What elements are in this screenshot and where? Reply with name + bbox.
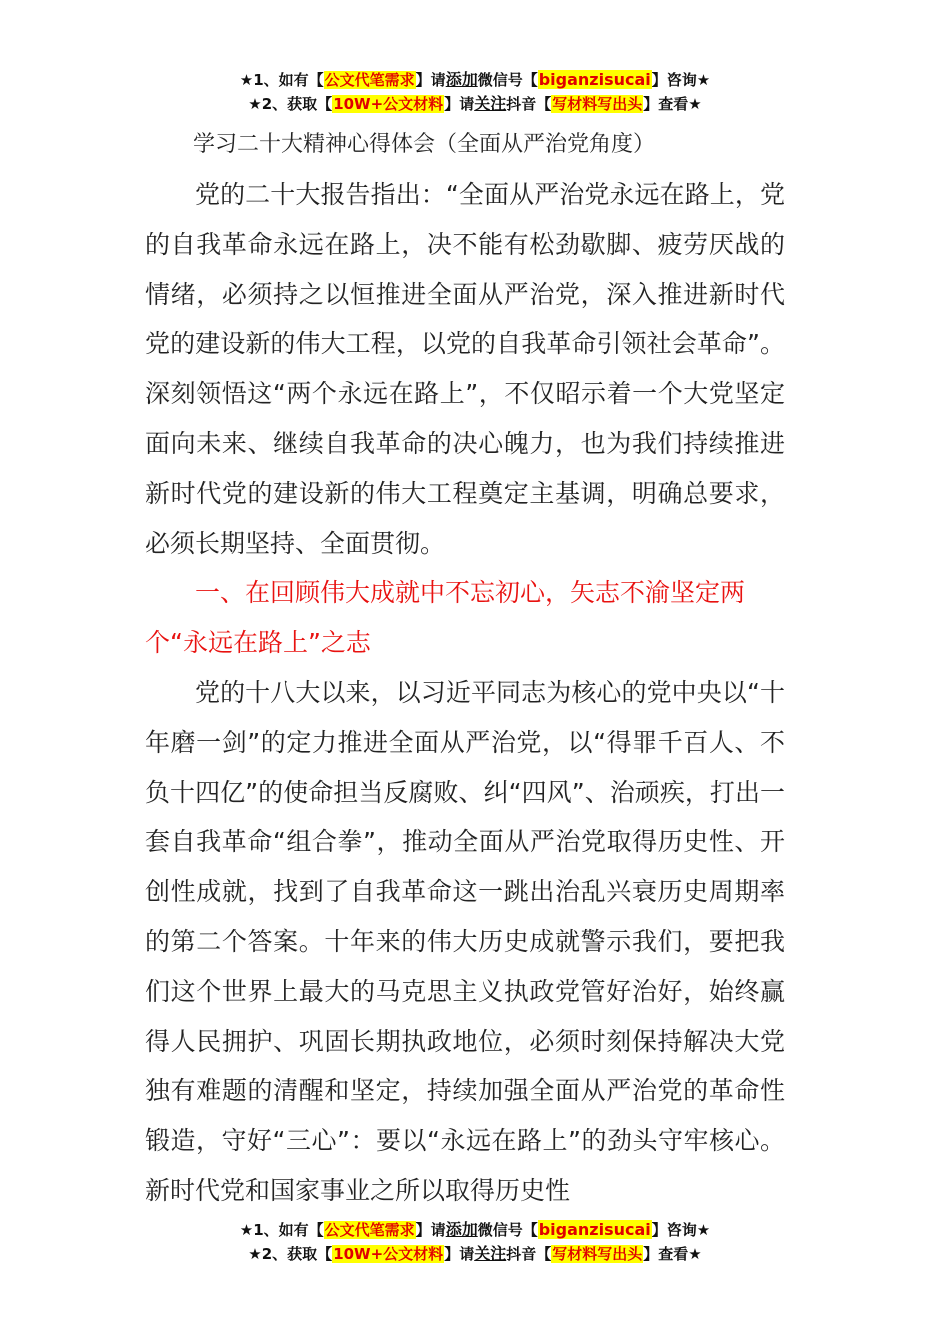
promo-banner-top [0, 68, 950, 116]
promo-text: ★1、如有【 [239, 71, 324, 89]
wechat-id: biganzisucai [538, 70, 651, 89]
promo-highlight: 公文代笔需求 [324, 71, 415, 89]
promo-text: 微信号【 [477, 71, 538, 89]
promo-text: 】咨询★ [651, 1221, 711, 1239]
promo-line-2 [0, 1242, 950, 1266]
promo-text: ★1、如有【 [239, 1221, 324, 1239]
paragraph-section-1: 党的十八大以来，以习近平同志为核心的党中央以“十年磨一剑”的定力推进全面从严治党，以“得罪千百人、不负十四亿”的使命担当反腐败、纠“四风”、治顽疾，打出一套自我革命“组合拳”，推动全面从严治党取得历史性、开创性成就，找到了自我革命这一跳出治乱兴衰历史周期率的第二个答案。十年来的伟大历史成就警示我们，要把我们这个世界上最大的马克思主义执政党管好治好，始终赢得人民拥护、巩固长期执政地位，必须时刻保持解决大党独有难题的清醒和坚定，持续加强全面从严治党的革命性锻造，守好“三心”：要以“永远在路上”的劲头守牢核心。新时代党和国家事业之所以取得历史性 [145, 677, 785, 1205]
promo-line-2 [0, 92, 950, 116]
promo-text: ★2、获取【 [248, 95, 333, 113]
promo-line-1 [0, 68, 950, 92]
promo-underlined: 添加 [445, 70, 478, 89]
promo-banner-bottom [0, 1218, 950, 1266]
promo-highlight: 10W+公文材料 [333, 1245, 444, 1263]
document-body [145, 120, 785, 1216]
promo-text: 】咨询★ [651, 71, 711, 89]
promo-text: 微信号【 [477, 1221, 538, 1239]
promo-highlight: 公文代笔需求 [324, 1221, 415, 1239]
douyin-account: 写材料写出头 [552, 95, 643, 113]
promo-text: 】请 [415, 1221, 446, 1239]
promo-underlined: 添加 [445, 1220, 478, 1239]
section-heading-1: 一、在回顾伟大成就中不忘初心，矢志不渝坚定两个“永远在路上”之志 [145, 578, 746, 658]
wechat-id: biganzisucai [538, 1220, 651, 1239]
promo-line-1 [0, 1218, 950, 1242]
promo-text: 抖音【 [506, 95, 552, 113]
promo-text: 】请 [415, 71, 446, 89]
promo-underlined: 关注 [474, 1244, 507, 1263]
promo-highlight: 10W+公文材料 [333, 95, 444, 113]
document-title: 学习二十大精神心得体会（全面从严治党角度） [193, 132, 656, 157]
promo-text: 】查看★ [643, 95, 702, 113]
promo-text: 】请 [444, 1245, 475, 1263]
promo-underlined: 关注 [474, 94, 507, 113]
douyin-account: 写材料写出头 [552, 1245, 643, 1263]
promo-text: 抖音【 [506, 1245, 552, 1263]
paragraph-intro: 党的二十大报告指出：“全面从严治党永远在路上，党的自我革命永远在路上，决不能有松劲歇脚、疲劳厌战的情绪，必须持之以恒推进全面从严治党，深入推进新时代党的建设新的伟大工程，以党的自我革命引领社会革命”。深刻领悟这“两个永远在路上”，不仅昭示着一个大党坚定面向未来、继续自我革命的决心魄力，也为我们持续推进新时代党的建设新的伟大工程奠定主基调，明确总要求，必须长期坚持、全面贯彻。 [145, 180, 785, 558]
promo-text: 】请 [444, 95, 475, 113]
promo-text: ★2、获取【 [248, 1245, 333, 1263]
promo-text: 】查看★ [643, 1245, 702, 1263]
